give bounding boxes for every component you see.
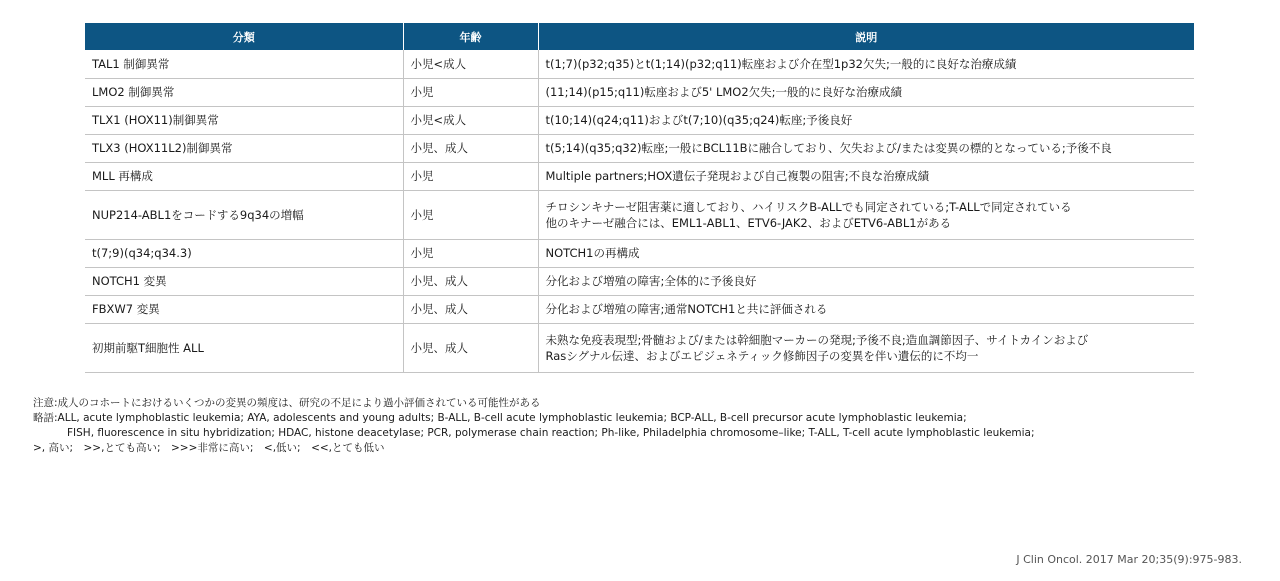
description-line: 分化および増殖の障害;通常NOTCH1と共に評価される — [545, 302, 828, 316]
description-line: NOTCH1の再構成 — [545, 246, 640, 260]
cell-category: LMO2 制御異常 — [85, 78, 403, 106]
cell-age: 小児、成人 — [403, 323, 538, 372]
citation: J Clin Oncol. 2017 Mar 20;35(9):975-983. — [1016, 553, 1242, 566]
description-line: Rasシグナル伝達、およびエピジェネティック修飾因子の変異を伴い遺伝的に不均一 — [545, 348, 979, 363]
cell-category: 初期前駆T細胞性 ALL — [85, 323, 403, 372]
table-row — [85, 50, 1194, 78]
description-line: (11;14)(p15;q11)転座および5' LMO2欠失;一般的に良好な治療成績 — [545, 85, 903, 99]
cell-description — [538, 50, 1194, 78]
table-row — [85, 295, 1194, 323]
description-line: t(5;14)(q35;q32)転座;一般にBCL11Bに融合しており、欠失および/または変異の標的となっている;予後不良 — [545, 141, 1112, 155]
table-row — [85, 106, 1194, 134]
footnotes — [33, 396, 1035, 456]
cell-category: TAL1 制御異常 — [85, 50, 403, 78]
cell-age: 小児 — [403, 78, 538, 106]
cell-category: t(7;9)(q34;q34.3) — [85, 239, 403, 267]
description-line: t(10;14)(q24;q11)およびt(7;10)(q35;q24)転座;予後良好 — [545, 113, 853, 127]
cell-age: 小児 — [403, 239, 538, 267]
cell-age: 小児<成人 — [403, 50, 538, 78]
header-age: 年齢 — [403, 23, 538, 50]
abbreviations-line-2: FISH, fluorescence in situ hybridization; HDAC, histone deacetylase; PCR, polymerase chain reaction; Ph-like, Philadelphia chromosome–like; T-ALL, T-cell acute lymphoblastic leukemia; — [67, 427, 1035, 439]
cell-category: NOTCH1 変異 — [85, 267, 403, 295]
cell-description — [538, 295, 1194, 323]
table-row — [85, 239, 1194, 267]
cell-age: 小児<成人 — [403, 106, 538, 134]
table-row — [85, 162, 1194, 190]
description-line: チロシンキナーゼ阻害薬に適しており、ハイリスクB-ALLでも同定されている;T-ALLで同定されている — [545, 199, 1072, 214]
table-row — [85, 323, 1194, 372]
description-line: 未熟な免疫表現型;骨髄および/または幹細胞マーカーの発現;予後不良;造血調節因子、サイトカインおよび — [545, 332, 1089, 347]
table-row — [85, 267, 1194, 295]
cell-description — [538, 106, 1194, 134]
description-line: 他のキナーゼ融合には、EML1-ABL1、ETV6-JAK2、およびETV6-ABL1がある — [545, 215, 952, 230]
cell-category: TLX3 (HOX11L2)制御異常 — [85, 134, 403, 162]
description-line: 分化および増殖の障害;全体的に予後良好 — [545, 274, 757, 288]
table-row — [85, 190, 1194, 239]
description-line: Multiple partners;HOX遺伝子発現および自己複製の阻害;不良な治療成績 — [545, 169, 930, 183]
header-category: 分類 — [85, 23, 403, 50]
cell-description — [538, 78, 1194, 106]
table-row — [85, 78, 1194, 106]
cell-category: MLL 再構成 — [85, 162, 403, 190]
cell-description — [538, 190, 1194, 239]
cell-description — [538, 162, 1194, 190]
cell-age: 小児、成人 — [403, 267, 538, 295]
cell-age: 小児 — [403, 162, 538, 190]
header-description: 説明 — [538, 23, 1194, 50]
cell-category: FBXW7 変異 — [85, 295, 403, 323]
cell-age: 小児、成人 — [403, 134, 538, 162]
classification-table — [85, 23, 1194, 373]
cell-age: 小児、成人 — [403, 295, 538, 323]
table-header-row — [85, 23, 1194, 50]
cell-category: TLX1 (HOX11)制御異常 — [85, 106, 403, 134]
cell-category: NUP214-ABL1をコードする9q34の増幅 — [85, 190, 403, 239]
note-text: 注意:成人のコホートにおけるいくつかの変異の頻度は、研究の不足により過小評価されている可能性がある — [33, 397, 541, 409]
abbreviations-line-1: 略語:ALL, acute lymphoblastic leukemia; AYA, adolescents and young adults; B-ALL, B-cell acute lymphoblastic leukemia; BCP-ALL, B-cell precursor acute lymphoblastic leukemia; — [33, 412, 967, 424]
cell-age: 小児 — [403, 190, 538, 239]
description-line: t(1;7)(p32;q35)とt(1;14)(p32;q11)転座および介在型1p32欠失;一般的に良好な治療成績 — [545, 56, 1017, 71]
symbol-legend: >, 高い; >>,とても高い; >>>非常に高い; <,低い; <<,とても低い — [33, 442, 385, 454]
cell-description — [538, 323, 1194, 372]
cell-description — [538, 134, 1194, 162]
table-row — [85, 134, 1194, 162]
cell-description — [538, 239, 1194, 267]
cell-description — [538, 267, 1194, 295]
